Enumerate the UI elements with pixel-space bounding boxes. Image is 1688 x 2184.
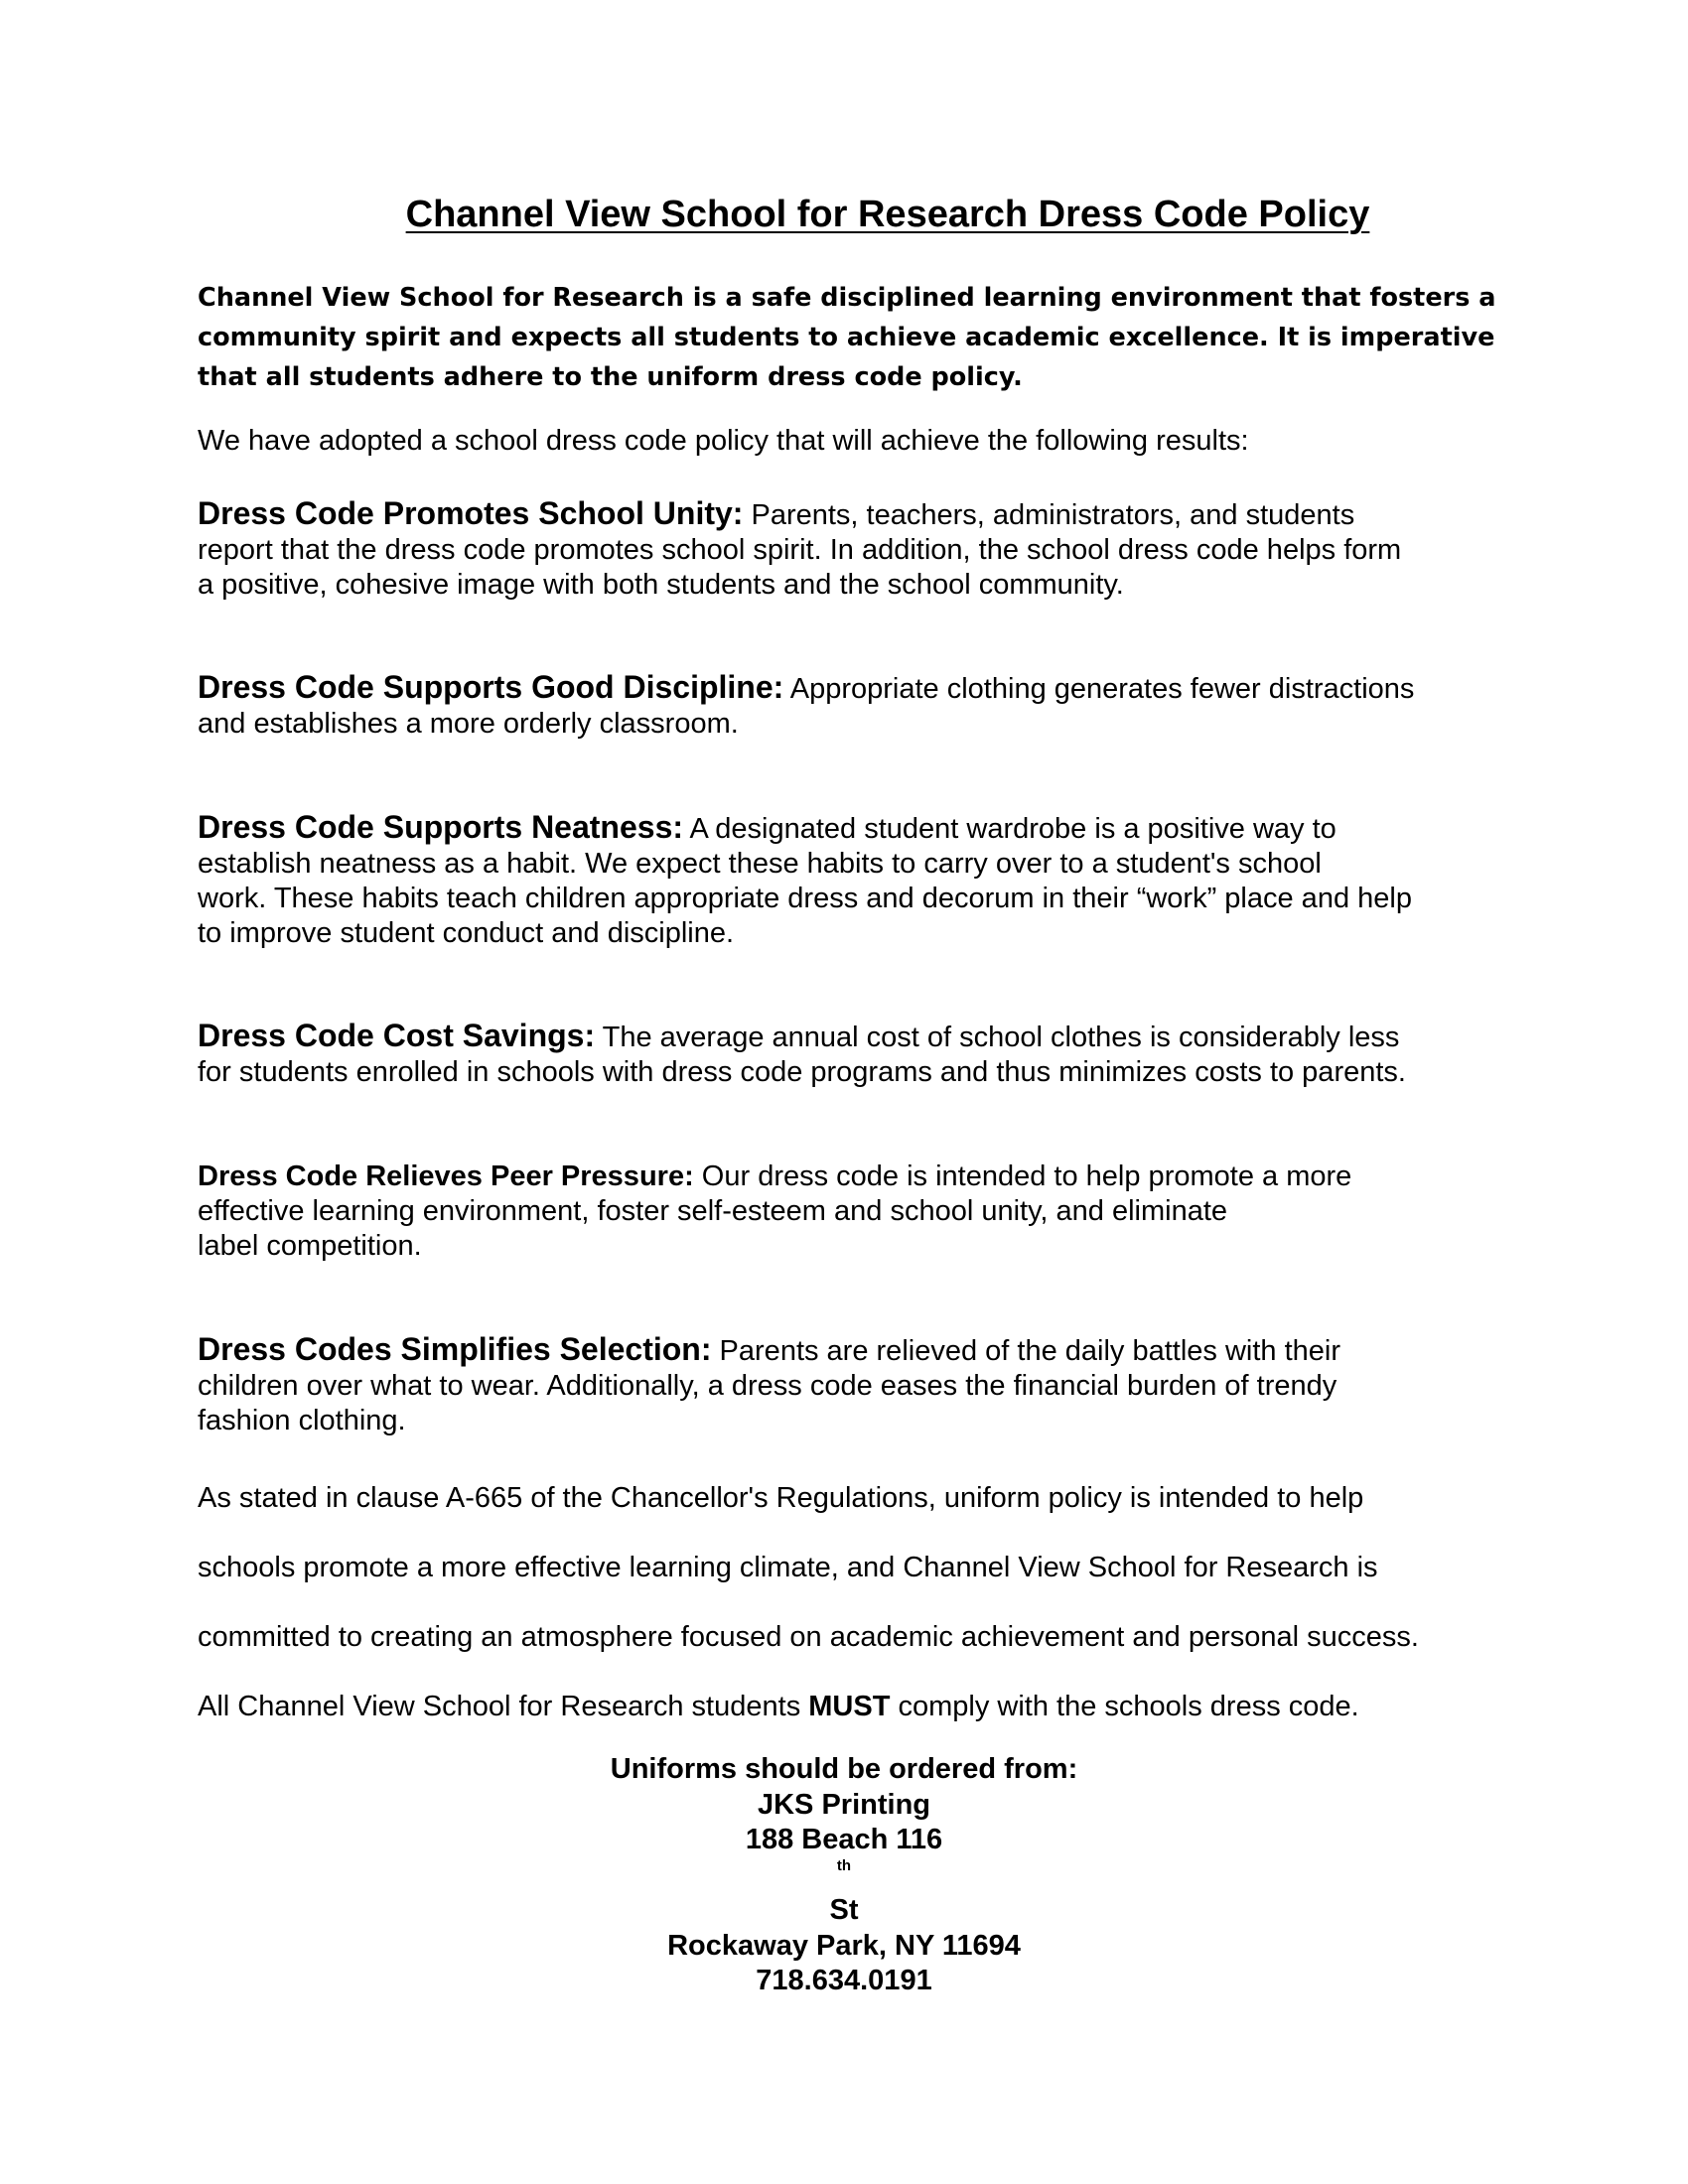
must-emphasis: MUST (808, 1691, 891, 1722)
clause-line: schools promote a more effective learning climate, and Channel View School for Research is (198, 1552, 1378, 1583)
section-cost-savings (198, 1019, 1508, 1090)
order-info (397, 1752, 1291, 1999)
section-text: Parents are relieved of the daily battles with their (711, 1335, 1340, 1367)
section-text: establish neatness as a habit. We expect these habits to carry over to a student's school (198, 848, 1322, 880)
intro-line: community spirit and expects all students to achieve academic excellence. It is imperative (198, 323, 1495, 352)
intro-paragraph (198, 278, 1496, 397)
section-text: children over what to wear. Additionally, a dress code eases the financial burden of trendy (198, 1370, 1337, 1402)
page-title: Channel View School for Research Dress Code Policy (405, 194, 1370, 235)
section-text: report that the dress code promotes school spirit. In addition, the school dress code helps form (198, 534, 1402, 566)
section-text: fashion clothing. (198, 1405, 406, 1436)
section-text: for students enrolled in schools with dress code programs and thus minimizes costs to parents. (198, 1056, 1406, 1088)
adopted-statement: We have adopted a school dress code policy that will achieve the following results: (198, 425, 1249, 457)
order-heading: Uniforms should be ordered from: (610, 1753, 1078, 1785)
section-heading: Dress Code Cost Savings: (198, 1018, 596, 1053)
order-city: Rockaway Park, NY 11694 (667, 1929, 1021, 1962)
intro-line: that all students adhere to the uniform dress code policy. (198, 362, 1023, 392)
section-text: work. These habits teach children appropriate dress and decorum in their “work” place and help (198, 883, 1412, 914)
section-good-discipline (198, 670, 1508, 742)
section-text: Parents, teachers, administrators, and students (743, 499, 1355, 531)
section-text: Our dress code is intended to help promote a more (693, 1160, 1352, 1192)
section-text: to improve student conduct and discipline. (198, 917, 735, 949)
order-phone: 718.634.0191 (756, 1965, 932, 1996)
section-text: and establishes a more orderly classroom. (198, 708, 739, 740)
section-heading: Dress Code Promotes School Unity: (198, 495, 744, 531)
section-heading: Dress Code Supports Neatness: (198, 809, 684, 845)
section-heading: Dress Code Relieves Peer Pressure: (198, 1160, 694, 1192)
order-company: JKS Printing (757, 1788, 930, 1821)
section-school-unity (198, 496, 1508, 603)
section-simplifies-selection (198, 1332, 1508, 1438)
comply-text: comply with the schools dress code. (890, 1691, 1359, 1722)
section-text: effective learning environment, foster self-esteem and school unity, and eliminate (198, 1195, 1228, 1227)
section-text: Appropriate clothing generates fewer distractions (783, 673, 1415, 705)
clause-line: As stated in clause A-665 of the Chancellor's Regulations, uniform policy is intended to help (198, 1482, 1364, 1514)
comply-text: All Channel View School for Research students (198, 1691, 809, 1722)
section-text: a positive, cohesive image with both students and the school community. (198, 569, 1124, 601)
section-neatness (198, 810, 1508, 951)
section-heading: Dress Code Supports Good Discipline: (198, 669, 784, 705)
comply-statement (198, 1691, 1508, 1723)
section-text: The average annual cost of school clothes is considerably less (595, 1022, 1400, 1053)
section-text: A designated student wardrobe is a positive way to (683, 813, 1336, 845)
clause-line: committed to creating an atmosphere focused on academic achievement and personal success. (198, 1621, 1419, 1653)
intro-line: Channel View School for Research is a safe disciplined learning environment that fosters a (198, 283, 1496, 313)
section-text: label competition. (198, 1230, 422, 1262)
order-street: 188 Beach 116 $^{th}$ St (745, 1824, 943, 1926)
section-heading: Dress Codes Simplifies Selection: (198, 1331, 712, 1367)
section-peer-pressure (198, 1160, 1508, 1264)
